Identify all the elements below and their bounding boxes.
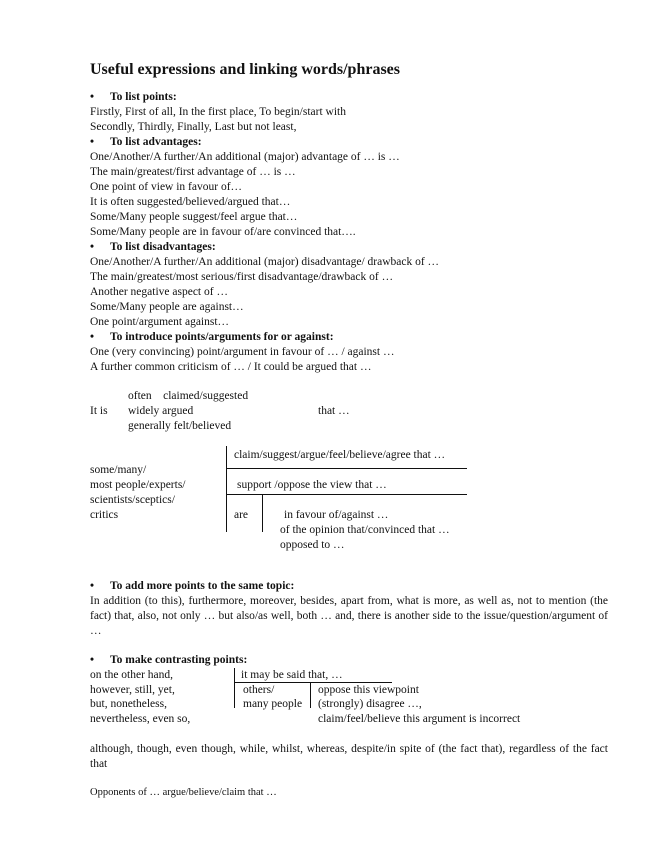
contrast-option: (strongly) disagree …, <box>318 698 422 710</box>
contrast-heading <box>90 653 247 668</box>
people-verb-row: support /oppose the view that … <box>237 479 387 491</box>
advantages-line: One point of view in favour of… <box>90 181 243 193</box>
heading-text: To introduce points/arguments for or against: <box>110 331 334 343</box>
bullet-icon: • <box>90 331 95 343</box>
many-people-label: many people <box>243 698 303 710</box>
advantages-line: It is often suggested/believed/argued that… <box>90 196 291 208</box>
table-divider <box>262 494 263 532</box>
bullet-icon: • <box>90 654 95 666</box>
heading-text: To make contrasting points: <box>110 654 248 666</box>
arguments-line: One (very convincing) point/argument in favour of … / against … <box>90 346 395 358</box>
disadvantages-line: The main/greatest/most serious/first disadvantage/drawback of … <box>90 271 394 283</box>
people-verb-row: claim/suggest/argue/feel/believe/agree that … <box>234 449 446 461</box>
contrast-option: claim/feel/believe this argument is incorrect <box>318 713 521 725</box>
people-subject: scientists/sceptics/ <box>90 494 175 506</box>
people-subject: critics <box>90 509 119 521</box>
heading-text: To list advantages: <box>110 136 202 148</box>
may-be-said: it may be said that, … <box>241 669 343 681</box>
that-label: that … <box>318 405 350 417</box>
page-title: Useful expressions and linking words/phrases <box>90 61 400 78</box>
advantages-line: The main/greatest/first advantage of … is … <box>90 166 296 178</box>
bullet-icon: • <box>90 91 95 103</box>
advantages-line: Some/Many people suggest/feel argue that… <box>90 211 298 223</box>
it-is-option: widely argued <box>128 405 194 417</box>
bullet-icon: • <box>90 241 95 253</box>
contrast-word: but, nonetheless, <box>90 698 167 710</box>
contrast-option: oppose this viewpoint <box>318 684 419 696</box>
advantages-line: Some/Many people are in favour of/are convinced that…. <box>90 226 356 238</box>
more-points-heading <box>90 579 294 594</box>
heading-text: To list disadvantages: <box>110 241 216 253</box>
are-option: opposed to … <box>280 539 345 551</box>
disadvantages-line: Another negative aspect of … <box>90 286 228 298</box>
list-points-line: Secondly, Thirdly, Finally, Last but not least, <box>90 121 297 133</box>
heading-text: To add more points to the same topic: <box>110 580 295 592</box>
bullet-icon: • <box>90 580 95 592</box>
list-points-line: Firstly, First of all, In the first place, To begin/start with <box>90 106 346 118</box>
it-is-option: generally felt/believed <box>128 420 232 432</box>
arguments-line: A further common criticism of … / It could be argued that … <box>90 361 372 373</box>
are-label: are <box>234 509 249 521</box>
disadvantages-line: One point/argument against… <box>90 316 230 328</box>
bullet-icon: • <box>90 136 95 148</box>
contrast-word: on the other hand, <box>90 669 174 681</box>
table-divider <box>226 468 467 469</box>
arguments-heading <box>90 330 334 345</box>
are-option: of the opinion that/convinced that … <box>280 524 450 536</box>
people-subject: some/many/ <box>90 464 147 476</box>
contrast-word: however, still, yet, <box>90 684 175 696</box>
disadvantages-line: One/Another/A further/An additional (major) disadvantage/ drawback of … <box>90 256 440 268</box>
people-subject: most people/experts/ <box>90 479 186 491</box>
it-is-label: It is <box>90 405 108 417</box>
advantages-heading <box>90 135 202 150</box>
are-option: in favour of/against … <box>284 509 389 521</box>
disadvantages-heading <box>90 240 216 255</box>
table-divider <box>226 446 227 532</box>
although-text: although, though, even though, while, whilst, whereas, despite/in spite of (the fact that), regardless of the fact that <box>90 743 608 770</box>
list-points-heading <box>90 90 177 105</box>
contrast-divider <box>234 668 235 708</box>
advantages-line: One/Another/A further/An additional (major) advantage of … is … <box>90 151 400 163</box>
more-points-text: In addition (to this), furthermore, moreover, besides, apart from, what is more, as well as, not to mention (the fact) that, also, not only … but also/as well, both … and, there is another side to the issue/question/argument of … <box>90 595 608 637</box>
contrast-divider <box>310 682 311 708</box>
others-label: others/ <box>243 684 275 696</box>
disadvantages-line: Some/Many people are against… <box>90 301 244 313</box>
opponents-text: Opponents of … argue/believe/claim that … <box>90 787 277 798</box>
contrast-word: nevertheless, even so, <box>90 713 191 725</box>
it-is-option: often claimed/suggested <box>128 390 249 402</box>
heading-text: To list points: <box>110 91 177 103</box>
